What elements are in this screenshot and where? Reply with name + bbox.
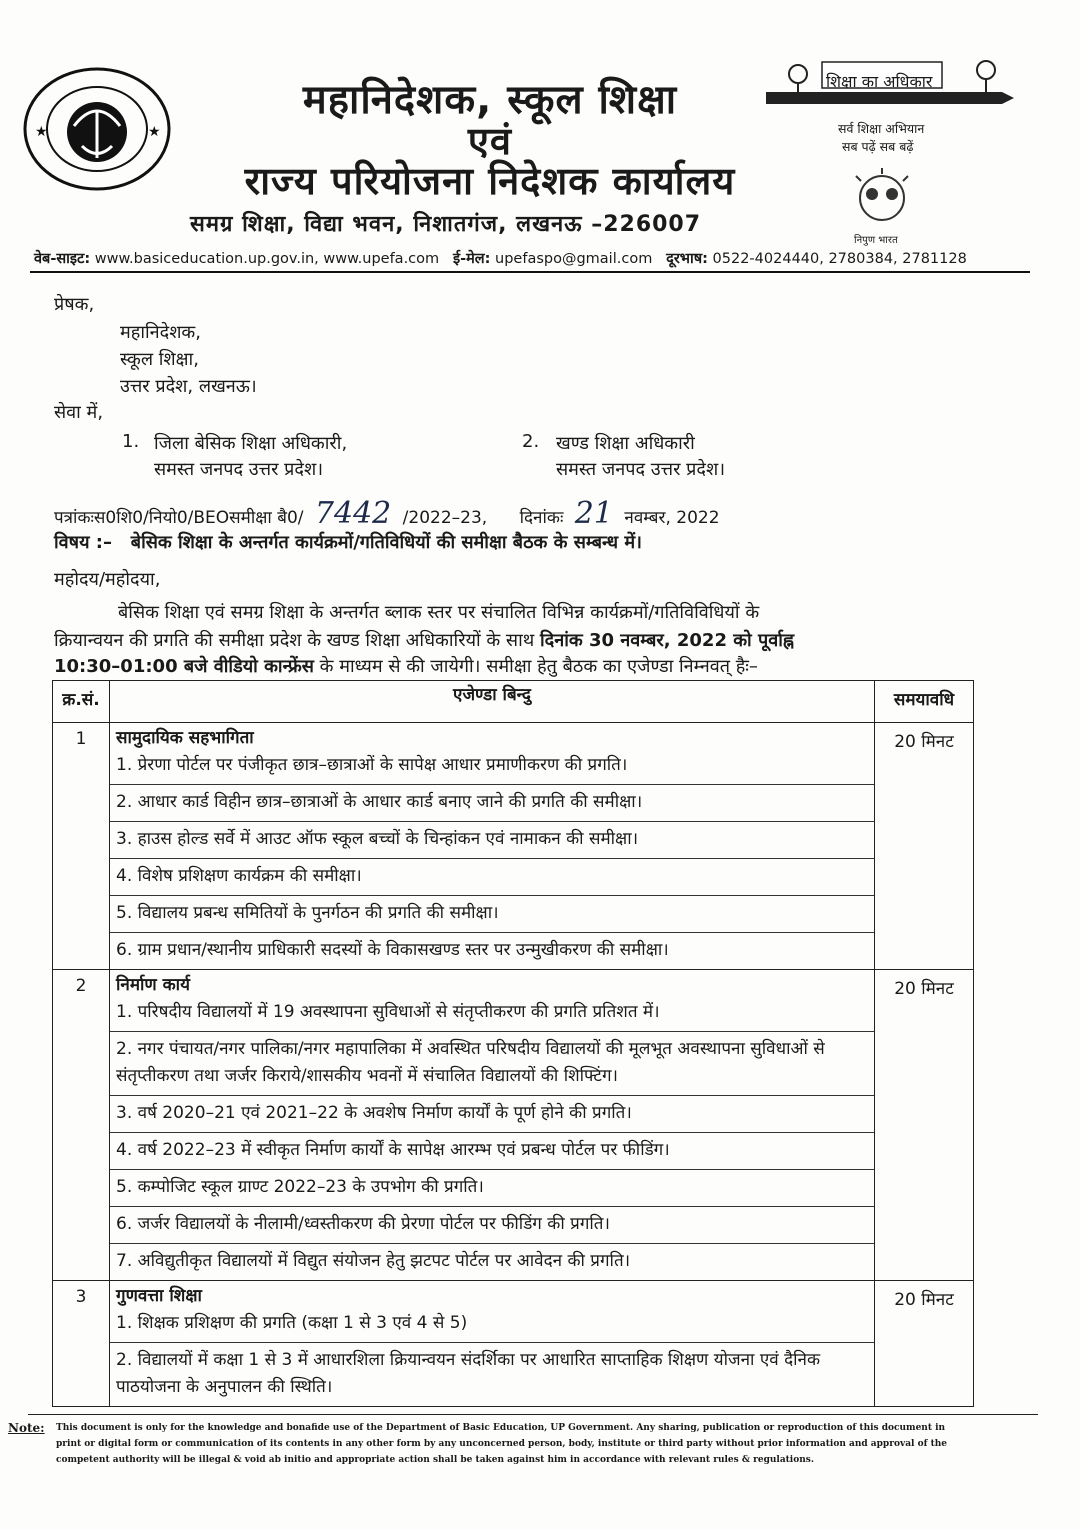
footer-divider <box>28 1414 1038 1415</box>
agenda-item: 2. विद्यालयों में कक्षा 1 से 3 में आधारशिला क्रियान्वयन संदर्शिका पर आधारित साप्ताहिक शिक्षण योजना एवं दैनिक पाठयोजना के अनुपालन की स्थिति। <box>110 1342 874 1406</box>
website-label: वेब-साइट: <box>34 251 91 267</box>
office-title-line1: महानिदेशक, स्कूल शिक्षा <box>302 77 678 123</box>
agenda-section-row <box>53 1281 974 1407</box>
body-line3 <box>54 654 758 678</box>
date-day-handwritten: 21 <box>574 496 613 531</box>
agenda-item: 1. परिषदीय विद्यालयों में 19 अवस्थापना सुविधाओं से संतृप्तीकरण की प्रगति प्रतिशत में। <box>116 1002 660 1022</box>
office-address: समग्र शिक्षा, विद्या भवन, निशातगंज, लखनऊ –226007 <box>190 212 702 237</box>
agenda-item: 1. शिक्षक प्रशिक्षण की प्रगति (कक्षा 1 से 3 एवं 4 से 5) <box>116 1313 468 1333</box>
contact-line <box>34 248 967 268</box>
section-num: 2 <box>53 970 110 1281</box>
reference-line <box>54 496 720 531</box>
note-label: Note: <box>8 1421 45 1435</box>
ref-suffix: /2022–23, <box>402 508 488 528</box>
agenda-section-row <box>53 723 974 970</box>
agenda-section-row <box>53 970 974 1281</box>
agenda-item: 3. वर्ष 2020–21 एवं 2021–22 के अवशेष निर्माण कार्यों के पूर्ण होने की प्रगति। <box>110 1095 874 1132</box>
section-num: 3 <box>53 1281 110 1407</box>
phone-value: 0522-4024440, 2780384, 2781128 <box>712 251 967 267</box>
sender-line2: स्कूल शिक्षा, <box>120 349 199 370</box>
nipun-label: निपुण भारत <box>854 235 898 246</box>
agenda-item: 2. नगर पंचायत/नगर पालिका/नगर महापालिका में अवस्थित परिषदीय विद्यालयों की मूलभूत अवस्थापना सुविधाओं से संतृप्तीकरण तथा जर्जर किराये/शासकीय भवनों में संचालित विद्यालयों की शिफ्टिंग। <box>110 1031 874 1095</box>
sender-label: प्रेषक, <box>54 294 95 315</box>
website-value: www.basiceducation.up.gov.in, www.upefa.com <box>94 251 440 267</box>
ref-prefix: पत्रांकःस0शि0/नियो0/BEOसमीक्षा बै0/ <box>54 508 304 528</box>
body-line2-a: क्रियान्वयन की प्रगति की समीक्षा प्रदेश के खण्ड शिक्षा अधिकारियों के साथ <box>54 630 540 651</box>
section-title: निर्माण कार्य <box>116 975 190 995</box>
office-title-line2: एवं <box>467 119 513 163</box>
ref-number-handwritten: 7442 <box>314 496 392 531</box>
body-line2-b: दिनांक 30 नवम्बर, 2022 को पूर्वाह्न <box>540 630 795 651</box>
nipun-bharat-logo-icon <box>842 164 922 230</box>
office-title-line3: राज्य परियोजना निदेशक कार्यालय <box>244 159 736 203</box>
section-title: सामुदायिक सहभागिता <box>116 728 254 748</box>
salutation: महोदय/महोदया, <box>54 569 161 590</box>
date-rest: नवम्बर, 2022 <box>624 508 720 528</box>
to-label: सेवा में, <box>54 402 104 423</box>
agenda-header-row <box>53 681 974 723</box>
note-text: This document is only for the knowledge and bonafide use of the Department of Basic Education, UP Government. Any sharing, publication or reproduction of this document in print or digital form or communication of its contents in any other form by any unconcerned person, body, institute or third party without prior information and approval of the competent authority will be illegal & void ab initio and appropriate action shall be taken against him in accordance with relevant rules & regulations. <box>56 1423 948 1465</box>
shiksha-ka-adhikar-label: शिक्षा का अधिकार <box>826 72 933 91</box>
subject-text: बेसिक शिक्षा के अन्तर्गत कार्यक्रमों/गतिविधियों की समीक्षा बैठक के सम्बन्ध में। <box>130 532 642 553</box>
sarva-shiksha-label: सर्व शिक्षा अभियान <box>838 121 925 136</box>
email-label: ई-मेल: <box>452 251 491 267</box>
col-header-agenda: एजेण्डा बिन्दु <box>110 681 875 723</box>
recipient2-line1: खण्ड शिक्षा अधिकारी <box>556 433 695 454</box>
agenda-item: 4. विशेष प्रशिक्षण कार्यक्रम की समीक्षा। <box>110 858 874 895</box>
date-label: दिनांकः <box>519 508 564 528</box>
body-line3-a: 10:30–01:00 बजे वीडियो कान्फ्रेंस <box>54 656 314 677</box>
body-line2 <box>54 628 794 652</box>
body-line1: बेसिक शिक्षा एवं समग्र शिक्षा के अन्तर्गत ब्लाक स्तर पर संचालित विभिन्न कार्यक्रमों/गतिविविधियों के <box>118 602 760 623</box>
svg-text:★: ★ <box>148 124 161 140</box>
agenda-item: 6. ग्राम प्रधान/स्थानीय प्राधिकारी सदस्यों के विकासखण्ड स्तर पर उन्मुखीकरण की समीक्षा। <box>110 932 874 969</box>
section-duration: 20 मिनट <box>875 970 974 1281</box>
sender-line1: महानिदेशक, <box>120 322 201 343</box>
subject-line <box>54 530 642 554</box>
agenda-item: 7. अविद्युतीकृत विद्यालयों में विद्युत संयोजन हेतु झटपट पोर्टल पर आवेदन की प्रगति। <box>110 1243 874 1280</box>
recipient1-num: 1. <box>122 431 140 452</box>
phone-label: दूरभाष: <box>666 251 708 267</box>
email-value: upefaspo@gmail.com <box>495 251 653 267</box>
body-line3-b: के माध्यम से की जायेगी। समीक्षा हेतु बैठक का एजेण्डा निम्नवत् हैः– <box>313 656 758 677</box>
section-duration: 20 मिनट <box>875 1281 974 1407</box>
header-divider <box>30 271 1030 273</box>
subject-label: विषय :– <box>54 532 112 553</box>
agenda-item: 6. जर्जर विद्यालयों के नीलामी/ध्वस्तीकरण की प्रेरणा पोर्टल पर फीडिंग की प्रगति। <box>110 1206 874 1243</box>
agenda-item: 5. विद्यालय प्रबन्ध समितियों के पुनर्गठन की प्रगति की समीक्षा। <box>110 895 874 932</box>
agenda-item: 4. वर्ष 2022–23 में स्वीकृत निर्माण कार्यों के सापेक्ष आरम्भ एवं प्रबन्ध पोर्टल पर फीडिंग। <box>110 1132 874 1169</box>
agenda-item: 3. हाउस होल्ड सर्वे में आउट ऑफ स्कूल बच्चों के चिन्हांकन एवं नामाकन की समीक्षा। <box>110 821 874 858</box>
agenda-item: 5. कम्पोजिट स्कूल ग्राण्ट 2022–23 के उपभोग की प्रगति। <box>110 1169 874 1206</box>
section-duration: 20 मिनट <box>875 723 974 970</box>
agenda-table <box>52 680 974 1407</box>
tagline-label: सब पढ़ें सब बढ़ें <box>842 139 914 154</box>
agenda-item: 1. प्रेरणा पोर्टल पर पंजीकृत छात्र–छात्राओं के सापेक्ष आधार प्रमाणीकरण की प्रगति। <box>116 755 628 775</box>
col-header-duration: समयावधि <box>875 681 974 723</box>
sender-line3: उत्तर प्रदेश, लखनऊ। <box>120 376 257 397</box>
recipient2-line2: समस्त जनपद उत्तर प्रदेश। <box>556 459 726 480</box>
section-num: 1 <box>53 723 110 970</box>
agenda-item: 2. आधार कार्ड विहीन छात्र–छात्राओं के आधार कार्ड बनाए जाने की प्रगति की समीक्षा। <box>110 784 874 821</box>
col-header-serial: क्र.सं. <box>53 681 110 723</box>
svg-text:★: ★ <box>35 124 48 140</box>
section-title: गुणवत्ता शिक्षा <box>116 1286 202 1306</box>
right-logo-block <box>756 56 1016 251</box>
recipient1-line1: जिला बेसिक शिक्षा अधिकारी, <box>154 433 348 454</box>
footer-note <box>8 1420 973 1468</box>
recipient2-num: 2. <box>522 431 540 452</box>
recipient1-line2: समस्त जनपद उत्तर प्रदेश। <box>154 459 324 480</box>
